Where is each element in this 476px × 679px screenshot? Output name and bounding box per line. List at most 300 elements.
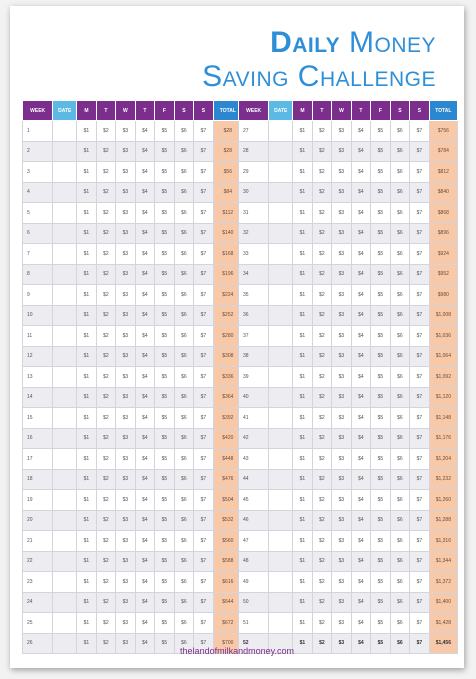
day-amount-cell[interactable]: $1: [77, 162, 97, 183]
day-amount-cell[interactable]: $7: [410, 264, 430, 285]
date-cell[interactable]: [269, 244, 293, 265]
date-cell[interactable]: [53, 428, 77, 449]
day-amount-cell[interactable]: $3: [116, 428, 136, 449]
day-amount-cell[interactable]: $3: [116, 490, 136, 511]
day-amount-cell[interactable]: $6: [174, 305, 194, 326]
day-amount-cell[interactable]: $2: [96, 449, 116, 470]
day-amount-cell[interactable]: $3: [332, 449, 352, 470]
day-amount-cell[interactable]: $1: [293, 326, 313, 347]
day-amount-cell[interactable]: $4: [135, 182, 155, 203]
day-amount-cell[interactable]: $4: [351, 141, 371, 162]
day-amount-cell[interactable]: $5: [371, 572, 391, 593]
day-amount-cell[interactable]: $5: [371, 531, 391, 552]
day-amount-cell[interactable]: $2: [96, 531, 116, 552]
day-amount-cell[interactable]: $2: [96, 305, 116, 326]
day-amount-cell[interactable]: $6: [174, 121, 194, 142]
day-amount-cell[interactable]: $1: [293, 531, 313, 552]
day-amount-cell[interactable]: $7: [410, 305, 430, 326]
day-amount-cell[interactable]: $5: [371, 449, 391, 470]
day-amount-cell[interactable]: $4: [135, 428, 155, 449]
date-cell[interactable]: [269, 531, 293, 552]
date-cell[interactable]: [269, 223, 293, 244]
day-amount-cell[interactable]: $3: [332, 326, 352, 347]
day-amount-cell[interactable]: $4: [135, 162, 155, 183]
day-amount-cell[interactable]: $6: [174, 551, 194, 572]
day-amount-cell[interactable]: $2: [312, 633, 332, 654]
day-amount-cell[interactable]: $5: [155, 633, 175, 654]
day-amount-cell[interactable]: $6: [174, 572, 194, 593]
day-amount-cell[interactable]: $1: [293, 449, 313, 470]
day-amount-cell[interactable]: $2: [312, 326, 332, 347]
day-amount-cell[interactable]: $7: [410, 633, 430, 654]
day-amount-cell[interactable]: $2: [312, 346, 332, 367]
day-amount-cell[interactable]: $5: [155, 572, 175, 593]
day-amount-cell[interactable]: $6: [174, 264, 194, 285]
day-amount-cell[interactable]: $2: [312, 572, 332, 593]
day-amount-cell[interactable]: $7: [410, 162, 430, 183]
day-amount-cell[interactable]: $5: [371, 613, 391, 634]
day-amount-cell[interactable]: $2: [312, 182, 332, 203]
day-amount-cell[interactable]: $7: [410, 551, 430, 572]
day-amount-cell[interactable]: $7: [194, 244, 214, 265]
day-amount-cell[interactable]: $4: [351, 531, 371, 552]
day-amount-cell[interactable]: $3: [116, 469, 136, 490]
day-amount-cell[interactable]: $5: [371, 121, 391, 142]
day-amount-cell[interactable]: $6: [174, 469, 194, 490]
date-cell[interactable]: [269, 326, 293, 347]
day-amount-cell[interactable]: $2: [96, 121, 116, 142]
date-cell[interactable]: [53, 285, 77, 306]
day-amount-cell[interactable]: $4: [135, 203, 155, 224]
day-amount-cell[interactable]: $1: [77, 408, 97, 429]
day-amount-cell[interactable]: $3: [116, 285, 136, 306]
day-amount-cell[interactable]: $3: [116, 203, 136, 224]
day-amount-cell[interactable]: $1: [293, 633, 313, 654]
day-amount-cell[interactable]: $2: [312, 121, 332, 142]
day-amount-cell[interactable]: $2: [312, 162, 332, 183]
day-amount-cell[interactable]: $5: [155, 346, 175, 367]
day-amount-cell[interactable]: $1: [77, 490, 97, 511]
day-amount-cell[interactable]: $2: [96, 633, 116, 654]
day-amount-cell[interactable]: $2: [96, 326, 116, 347]
day-amount-cell[interactable]: $2: [96, 469, 116, 490]
day-amount-cell[interactable]: $5: [371, 633, 391, 654]
day-amount-cell[interactable]: $5: [371, 346, 391, 367]
day-amount-cell[interactable]: $5: [371, 162, 391, 183]
day-amount-cell[interactable]: $5: [155, 121, 175, 142]
day-amount-cell[interactable]: $1: [77, 182, 97, 203]
day-amount-cell[interactable]: $3: [332, 162, 352, 183]
day-amount-cell[interactable]: $7: [194, 223, 214, 244]
date-cell[interactable]: [269, 121, 293, 142]
day-amount-cell[interactable]: $4: [351, 449, 371, 470]
day-amount-cell[interactable]: $1: [77, 428, 97, 449]
day-amount-cell[interactable]: $4: [135, 141, 155, 162]
day-amount-cell[interactable]: $4: [135, 551, 155, 572]
date-cell[interactable]: [269, 182, 293, 203]
day-amount-cell[interactable]: $3: [116, 531, 136, 552]
date-cell[interactable]: [53, 469, 77, 490]
day-amount-cell[interactable]: $5: [155, 285, 175, 306]
day-amount-cell[interactable]: $3: [116, 264, 136, 285]
day-amount-cell[interactable]: $7: [410, 531, 430, 552]
day-amount-cell[interactable]: $7: [194, 346, 214, 367]
day-amount-cell[interactable]: $2: [96, 592, 116, 613]
day-amount-cell[interactable]: $3: [116, 121, 136, 142]
day-amount-cell[interactable]: $2: [312, 141, 332, 162]
day-amount-cell[interactable]: $6: [390, 469, 410, 490]
day-amount-cell[interactable]: $5: [371, 387, 391, 408]
day-amount-cell[interactable]: $5: [155, 592, 175, 613]
date-cell[interactable]: [269, 613, 293, 634]
day-amount-cell[interactable]: $3: [116, 551, 136, 572]
day-amount-cell[interactable]: $1: [77, 449, 97, 470]
day-amount-cell[interactable]: $5: [155, 223, 175, 244]
day-amount-cell[interactable]: $3: [332, 387, 352, 408]
day-amount-cell[interactable]: $2: [312, 510, 332, 531]
day-amount-cell[interactable]: $1: [293, 264, 313, 285]
day-amount-cell[interactable]: $6: [174, 531, 194, 552]
day-amount-cell[interactable]: $1: [77, 531, 97, 552]
day-amount-cell[interactable]: $4: [135, 572, 155, 593]
day-amount-cell[interactable]: $2: [96, 346, 116, 367]
date-cell[interactable]: [269, 592, 293, 613]
day-amount-cell[interactable]: $5: [155, 408, 175, 429]
day-amount-cell[interactable]: $7: [410, 326, 430, 347]
day-amount-cell[interactable]: $7: [410, 367, 430, 388]
day-amount-cell[interactable]: $4: [351, 305, 371, 326]
day-amount-cell[interactable]: $3: [116, 244, 136, 265]
day-amount-cell[interactable]: $3: [116, 367, 136, 388]
day-amount-cell[interactable]: $5: [371, 326, 391, 347]
day-amount-cell[interactable]: $5: [155, 367, 175, 388]
day-amount-cell[interactable]: $7: [410, 449, 430, 470]
day-amount-cell[interactable]: $7: [194, 490, 214, 511]
day-amount-cell[interactable]: $7: [410, 121, 430, 142]
day-amount-cell[interactable]: $6: [174, 408, 194, 429]
day-amount-cell[interactable]: $7: [410, 408, 430, 429]
day-amount-cell[interactable]: $1: [77, 469, 97, 490]
day-amount-cell[interactable]: $1: [77, 613, 97, 634]
day-amount-cell[interactable]: $1: [77, 367, 97, 388]
date-cell[interactable]: [53, 408, 77, 429]
day-amount-cell[interactable]: $4: [135, 408, 155, 429]
day-amount-cell[interactable]: $5: [371, 367, 391, 388]
day-amount-cell[interactable]: $7: [410, 510, 430, 531]
day-amount-cell[interactable]: $6: [174, 510, 194, 531]
day-amount-cell[interactable]: $6: [174, 182, 194, 203]
day-amount-cell[interactable]: $7: [410, 182, 430, 203]
day-amount-cell[interactable]: $3: [332, 633, 352, 654]
day-amount-cell[interactable]: $1: [293, 613, 313, 634]
day-amount-cell[interactable]: $6: [390, 264, 410, 285]
date-cell[interactable]: [269, 346, 293, 367]
day-amount-cell[interactable]: $5: [155, 244, 175, 265]
day-amount-cell[interactable]: $3: [116, 182, 136, 203]
day-amount-cell[interactable]: $1: [293, 223, 313, 244]
day-amount-cell[interactable]: $4: [135, 531, 155, 552]
day-amount-cell[interactable]: $4: [351, 326, 371, 347]
date-cell[interactable]: [53, 613, 77, 634]
day-amount-cell[interactable]: $5: [371, 551, 391, 572]
day-amount-cell[interactable]: $1: [77, 223, 97, 244]
day-amount-cell[interactable]: $2: [96, 285, 116, 306]
day-amount-cell[interactable]: $3: [116, 305, 136, 326]
day-amount-cell[interactable]: $2: [312, 264, 332, 285]
day-amount-cell[interactable]: $6: [390, 449, 410, 470]
date-cell[interactable]: [53, 551, 77, 572]
day-amount-cell[interactable]: $5: [371, 285, 391, 306]
day-amount-cell[interactable]: $7: [194, 408, 214, 429]
day-amount-cell[interactable]: $4: [135, 613, 155, 634]
day-amount-cell[interactable]: $3: [332, 510, 352, 531]
day-amount-cell[interactable]: $7: [194, 469, 214, 490]
day-amount-cell[interactable]: $1: [293, 469, 313, 490]
date-cell[interactable]: [53, 346, 77, 367]
day-amount-cell[interactable]: $5: [155, 449, 175, 470]
day-amount-cell[interactable]: $1: [77, 244, 97, 265]
day-amount-cell[interactable]: $2: [312, 490, 332, 511]
day-amount-cell[interactable]: $3: [332, 285, 352, 306]
day-amount-cell[interactable]: $7: [194, 613, 214, 634]
day-amount-cell[interactable]: $5: [155, 469, 175, 490]
day-amount-cell[interactable]: $2: [96, 367, 116, 388]
date-cell[interactable]: [53, 223, 77, 244]
day-amount-cell[interactable]: $5: [155, 531, 175, 552]
day-amount-cell[interactable]: $3: [332, 121, 352, 142]
day-amount-cell[interactable]: $4: [135, 326, 155, 347]
date-cell[interactable]: [53, 141, 77, 162]
day-amount-cell[interactable]: $4: [351, 469, 371, 490]
day-amount-cell[interactable]: $5: [155, 141, 175, 162]
date-cell[interactable]: [53, 367, 77, 388]
date-cell[interactable]: [269, 490, 293, 511]
day-amount-cell[interactable]: $6: [174, 285, 194, 306]
day-amount-cell[interactable]: $7: [194, 264, 214, 285]
day-amount-cell[interactable]: $2: [312, 387, 332, 408]
day-amount-cell[interactable]: $3: [332, 592, 352, 613]
day-amount-cell[interactable]: $4: [351, 613, 371, 634]
day-amount-cell[interactable]: $1: [293, 428, 313, 449]
day-amount-cell[interactable]: $4: [135, 469, 155, 490]
date-cell[interactable]: [269, 572, 293, 593]
day-amount-cell[interactable]: $2: [96, 572, 116, 593]
day-amount-cell[interactable]: $5: [155, 428, 175, 449]
day-amount-cell[interactable]: $2: [96, 510, 116, 531]
day-amount-cell[interactable]: $3: [332, 305, 352, 326]
date-cell[interactable]: [53, 326, 77, 347]
date-cell[interactable]: [53, 203, 77, 224]
day-amount-cell[interactable]: $6: [174, 223, 194, 244]
day-amount-cell[interactable]: $7: [194, 551, 214, 572]
day-amount-cell[interactable]: $5: [371, 510, 391, 531]
date-cell[interactable]: [269, 162, 293, 183]
day-amount-cell[interactable]: $3: [332, 469, 352, 490]
day-amount-cell[interactable]: $1: [293, 387, 313, 408]
day-amount-cell[interactable]: $5: [371, 305, 391, 326]
day-amount-cell[interactable]: $6: [174, 326, 194, 347]
day-amount-cell[interactable]: $1: [293, 572, 313, 593]
day-amount-cell[interactable]: $4: [351, 244, 371, 265]
day-amount-cell[interactable]: $4: [135, 367, 155, 388]
day-amount-cell[interactable]: $6: [390, 285, 410, 306]
day-amount-cell[interactable]: $6: [390, 162, 410, 183]
day-amount-cell[interactable]: $3: [332, 531, 352, 552]
day-amount-cell[interactable]: $4: [351, 367, 371, 388]
day-amount-cell[interactable]: $5: [371, 264, 391, 285]
date-cell[interactable]: [53, 572, 77, 593]
day-amount-cell[interactable]: $5: [371, 428, 391, 449]
day-amount-cell[interactable]: $6: [390, 613, 410, 634]
day-amount-cell[interactable]: $6: [174, 613, 194, 634]
date-cell[interactable]: [53, 449, 77, 470]
day-amount-cell[interactable]: $2: [312, 531, 332, 552]
day-amount-cell[interactable]: $4: [135, 244, 155, 265]
day-amount-cell[interactable]: $2: [96, 162, 116, 183]
day-amount-cell[interactable]: $7: [410, 613, 430, 634]
day-amount-cell[interactable]: $1: [77, 305, 97, 326]
date-cell[interactable]: [53, 264, 77, 285]
day-amount-cell[interactable]: $7: [410, 203, 430, 224]
day-amount-cell[interactable]: $7: [194, 633, 214, 654]
day-amount-cell[interactable]: $6: [390, 223, 410, 244]
day-amount-cell[interactable]: $5: [371, 182, 391, 203]
day-amount-cell[interactable]: $7: [410, 346, 430, 367]
day-amount-cell[interactable]: $3: [116, 387, 136, 408]
day-amount-cell[interactable]: $3: [116, 408, 136, 429]
day-amount-cell[interactable]: $5: [371, 244, 391, 265]
day-amount-cell[interactable]: $2: [96, 264, 116, 285]
day-amount-cell[interactable]: $3: [116, 510, 136, 531]
date-cell[interactable]: [53, 531, 77, 552]
day-amount-cell[interactable]: $5: [155, 613, 175, 634]
day-amount-cell[interactable]: $2: [312, 469, 332, 490]
day-amount-cell[interactable]: $1: [293, 285, 313, 306]
date-cell[interactable]: [53, 510, 77, 531]
day-amount-cell[interactable]: $6: [390, 408, 410, 429]
day-amount-cell[interactable]: $4: [351, 633, 371, 654]
day-amount-cell[interactable]: $7: [410, 592, 430, 613]
day-amount-cell[interactable]: $4: [135, 490, 155, 511]
day-amount-cell[interactable]: $6: [174, 387, 194, 408]
date-cell[interactable]: [269, 305, 293, 326]
date-cell[interactable]: [269, 449, 293, 470]
day-amount-cell[interactable]: $1: [77, 387, 97, 408]
day-amount-cell[interactable]: $6: [390, 182, 410, 203]
day-amount-cell[interactable]: $1: [293, 121, 313, 142]
day-amount-cell[interactable]: $3: [332, 223, 352, 244]
day-amount-cell[interactable]: $7: [194, 305, 214, 326]
day-amount-cell[interactable]: $6: [174, 490, 194, 511]
day-amount-cell[interactable]: $6: [390, 346, 410, 367]
day-amount-cell[interactable]: $5: [371, 203, 391, 224]
day-amount-cell[interactable]: $6: [390, 326, 410, 347]
day-amount-cell[interactable]: $6: [174, 428, 194, 449]
day-amount-cell[interactable]: $3: [116, 572, 136, 593]
day-amount-cell[interactable]: $3: [116, 326, 136, 347]
date-cell[interactable]: [53, 387, 77, 408]
day-amount-cell[interactable]: $2: [96, 551, 116, 572]
day-amount-cell[interactable]: $1: [77, 121, 97, 142]
day-amount-cell[interactable]: $6: [174, 346, 194, 367]
day-amount-cell[interactable]: $7: [410, 223, 430, 244]
day-amount-cell[interactable]: $2: [312, 592, 332, 613]
day-amount-cell[interactable]: $6: [390, 387, 410, 408]
day-amount-cell[interactable]: $2: [96, 428, 116, 449]
day-amount-cell[interactable]: $2: [96, 141, 116, 162]
day-amount-cell[interactable]: $4: [351, 346, 371, 367]
day-amount-cell[interactable]: $4: [135, 305, 155, 326]
date-cell[interactable]: [53, 305, 77, 326]
day-amount-cell[interactable]: $3: [332, 264, 352, 285]
day-amount-cell[interactable]: $7: [194, 387, 214, 408]
day-amount-cell[interactable]: $4: [351, 510, 371, 531]
day-amount-cell[interactable]: $5: [155, 490, 175, 511]
day-amount-cell[interactable]: $3: [116, 223, 136, 244]
day-amount-cell[interactable]: $1: [77, 141, 97, 162]
date-cell[interactable]: [53, 490, 77, 511]
day-amount-cell[interactable]: $2: [312, 285, 332, 306]
day-amount-cell[interactable]: $4: [351, 387, 371, 408]
day-amount-cell[interactable]: $2: [96, 490, 116, 511]
day-amount-cell[interactable]: $3: [116, 162, 136, 183]
day-amount-cell[interactable]: $5: [155, 203, 175, 224]
day-amount-cell[interactable]: $6: [390, 572, 410, 593]
day-amount-cell[interactable]: $2: [312, 367, 332, 388]
day-amount-cell[interactable]: $6: [390, 244, 410, 265]
date-cell[interactable]: [269, 510, 293, 531]
day-amount-cell[interactable]: $2: [96, 182, 116, 203]
day-amount-cell[interactable]: $1: [77, 264, 97, 285]
day-amount-cell[interactable]: $5: [155, 305, 175, 326]
day-amount-cell[interactable]: $7: [194, 203, 214, 224]
day-amount-cell[interactable]: $6: [174, 449, 194, 470]
day-amount-cell[interactable]: $4: [351, 203, 371, 224]
day-amount-cell[interactable]: $1: [293, 490, 313, 511]
day-amount-cell[interactable]: $4: [135, 510, 155, 531]
day-amount-cell[interactable]: $6: [390, 633, 410, 654]
day-amount-cell[interactable]: $5: [155, 182, 175, 203]
day-amount-cell[interactable]: $7: [194, 428, 214, 449]
date-cell[interactable]: [269, 469, 293, 490]
day-amount-cell[interactable]: $6: [390, 551, 410, 572]
day-amount-cell[interactable]: $7: [194, 449, 214, 470]
day-amount-cell[interactable]: $4: [135, 633, 155, 654]
day-amount-cell[interactable]: $2: [312, 408, 332, 429]
day-amount-cell[interactable]: $2: [312, 613, 332, 634]
day-amount-cell[interactable]: $6: [174, 367, 194, 388]
day-amount-cell[interactable]: $4: [351, 223, 371, 244]
day-amount-cell[interactable]: $7: [194, 182, 214, 203]
day-amount-cell[interactable]: $1: [293, 408, 313, 429]
day-amount-cell[interactable]: $7: [194, 326, 214, 347]
date-cell[interactable]: [53, 244, 77, 265]
day-amount-cell[interactable]: $2: [312, 203, 332, 224]
day-amount-cell[interactable]: $2: [312, 223, 332, 244]
day-amount-cell[interactable]: $5: [155, 510, 175, 531]
day-amount-cell[interactable]: $4: [135, 387, 155, 408]
day-amount-cell[interactable]: $7: [410, 387, 430, 408]
day-amount-cell[interactable]: $7: [194, 285, 214, 306]
day-amount-cell[interactable]: $3: [116, 346, 136, 367]
day-amount-cell[interactable]: $4: [351, 490, 371, 511]
day-amount-cell[interactable]: $3: [332, 408, 352, 429]
day-amount-cell[interactable]: $1: [77, 551, 97, 572]
day-amount-cell[interactable]: $4: [135, 223, 155, 244]
date-cell[interactable]: [53, 162, 77, 183]
day-amount-cell[interactable]: $4: [135, 264, 155, 285]
day-amount-cell[interactable]: $3: [116, 449, 136, 470]
